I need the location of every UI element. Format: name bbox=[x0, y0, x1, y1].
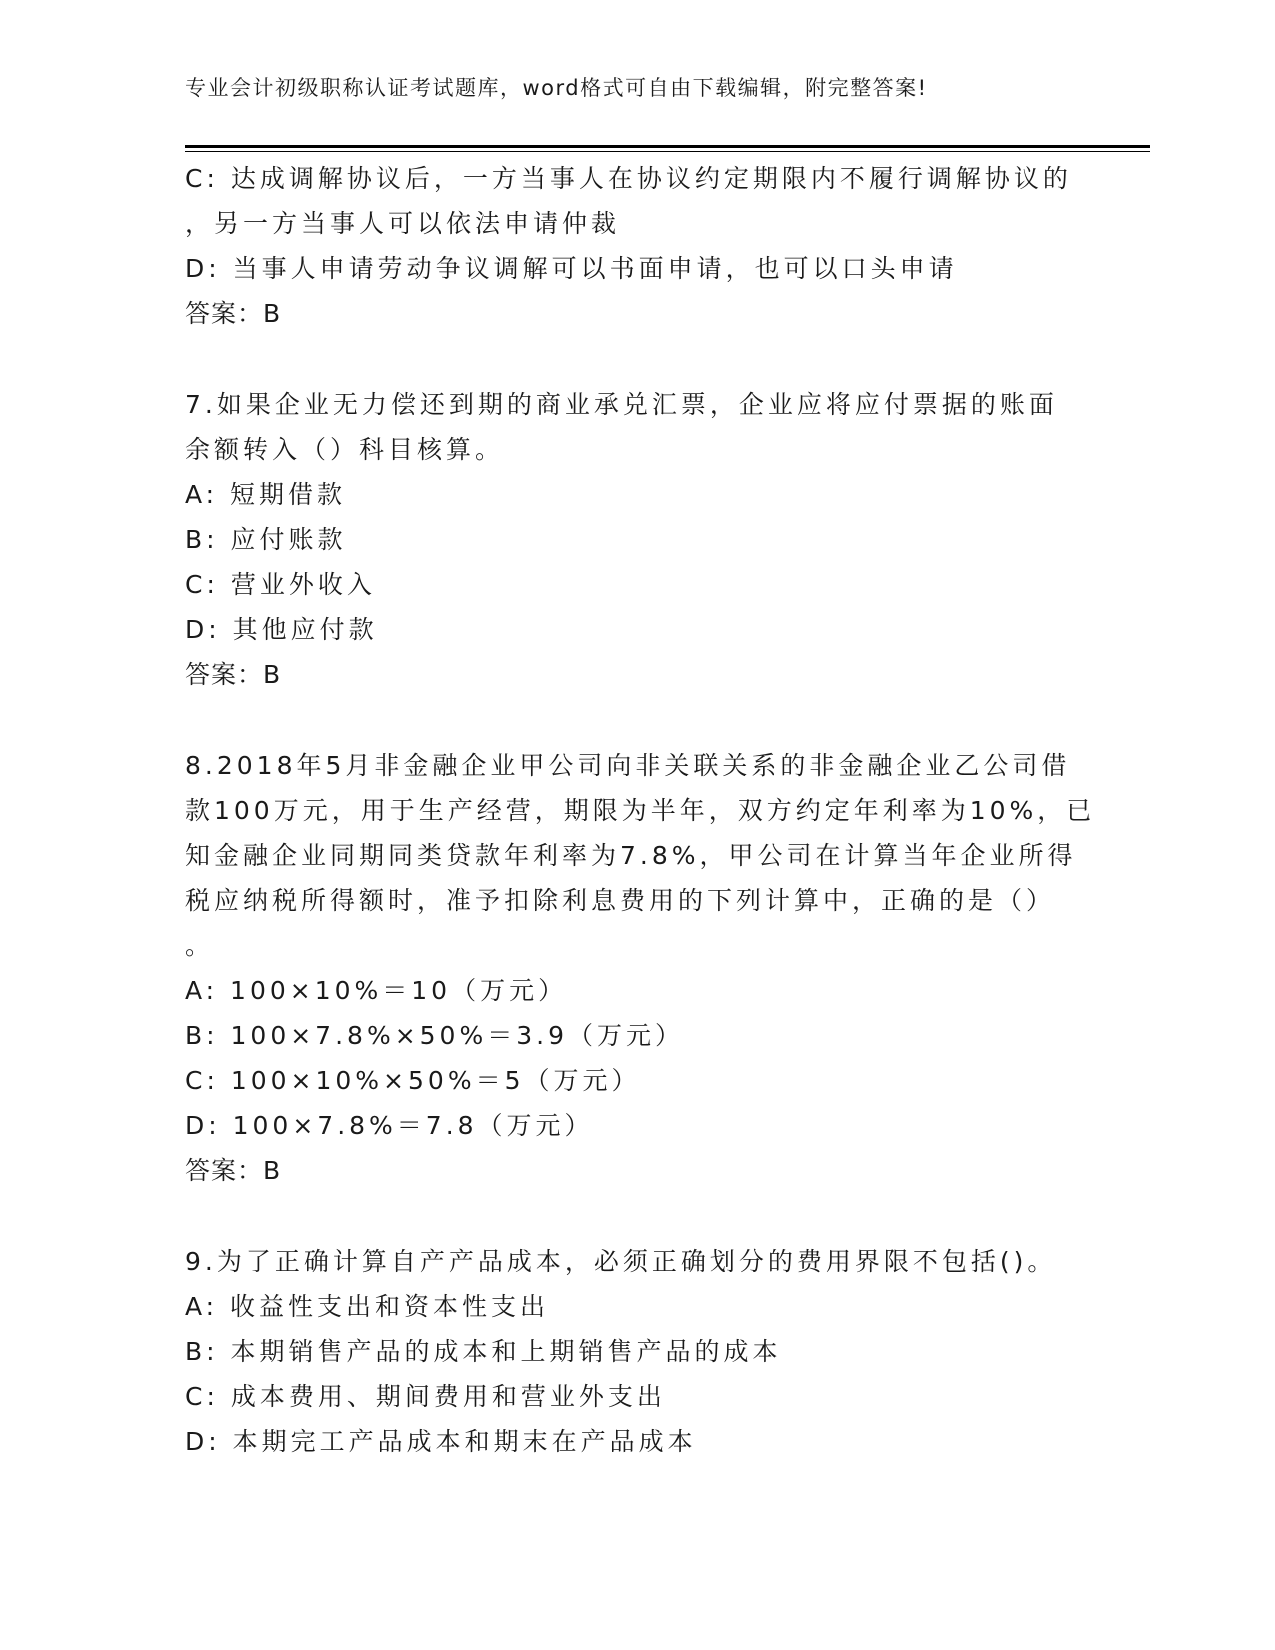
question-6-tail bbox=[185, 156, 1085, 336]
option-d: D: 本期完工产品成本和期末在产品成本 bbox=[185, 1427, 697, 1456]
header-rule-thin bbox=[185, 151, 1150, 152]
option-d: D: 当事人申请劳动争议调解可以书面申请，也可以口头申请 bbox=[185, 254, 958, 283]
question-stem-line: 7.如果企业无力偿还到期的商业承兑汇票，企业应将应付票据的账面 bbox=[185, 390, 1058, 419]
option-a: A: 收益性支出和资本性支出 bbox=[185, 1292, 550, 1321]
answer: 答案：B bbox=[185, 1156, 282, 1185]
option-c-line-1: C: 达成调解协议后，一方当事人在协议约定期限内不履行调解协议的 bbox=[185, 164, 1072, 193]
question-stem-line: 款100万元，用于生产经营，期限为半年，双方约定年利率为10%，已 bbox=[185, 796, 1096, 825]
option-b: B: 应付账款 bbox=[185, 525, 347, 554]
question-stem-line: 知金融企业同期同类贷款年利率为7.8%，甲公司在计算当年企业所得 bbox=[185, 841, 1077, 870]
option-c: C: 100×10%×50%＝5（万元） bbox=[185, 1066, 641, 1095]
question-8 bbox=[185, 743, 1096, 1193]
question-7 bbox=[185, 382, 1085, 697]
page-header: 专业会计初级职称认证考试题库，word格式可自由下载编辑，附完整答案! bbox=[185, 76, 928, 100]
question-9 bbox=[185, 1239, 1085, 1464]
question-stem-line: 。 bbox=[185, 931, 215, 960]
document-body bbox=[185, 156, 1096, 1464]
option-a: A: 100×10%＝10（万元） bbox=[185, 976, 568, 1005]
answer: 答案：B bbox=[185, 299, 282, 328]
question-stem-line: 税应纳税所得额时，准予扣除利息费用的下列计算中，正确的是（） bbox=[185, 886, 1056, 915]
option-c: C: 营业外收入 bbox=[185, 570, 376, 599]
option-b: B: 本期销售产品的成本和上期销售产品的成本 bbox=[185, 1337, 782, 1366]
question-stem-line: 余额转入（）科目核算。 bbox=[185, 435, 505, 464]
spacer bbox=[185, 697, 1085, 743]
option-c: C: 成本费用、期间费用和营业外支出 bbox=[185, 1382, 666, 1411]
answer: 答案：B bbox=[185, 660, 282, 689]
option-a: A: 短期借款 bbox=[185, 480, 347, 509]
spacer bbox=[185, 1193, 1085, 1239]
option-b: B: 100×7.8%×50%＝3.9（万元） bbox=[185, 1021, 684, 1050]
header-rule-thick bbox=[185, 145, 1150, 148]
option-d: D: 其他应付款 bbox=[185, 615, 378, 644]
option-c-line-2: ，另一方当事人可以依法申请仲裁 bbox=[185, 209, 621, 238]
spacer bbox=[185, 336, 1085, 382]
question-stem-line: 9.为了正确计算自产产品成本，必须正确划分的费用界限不包括()。 bbox=[185, 1247, 1057, 1276]
option-d: D: 100×7.8%＝7.8（万元） bbox=[185, 1111, 594, 1140]
question-stem-line: 8.2018年5月非金融企业甲公司向非关联关系的非金融企业乙公司借 bbox=[185, 751, 1071, 780]
